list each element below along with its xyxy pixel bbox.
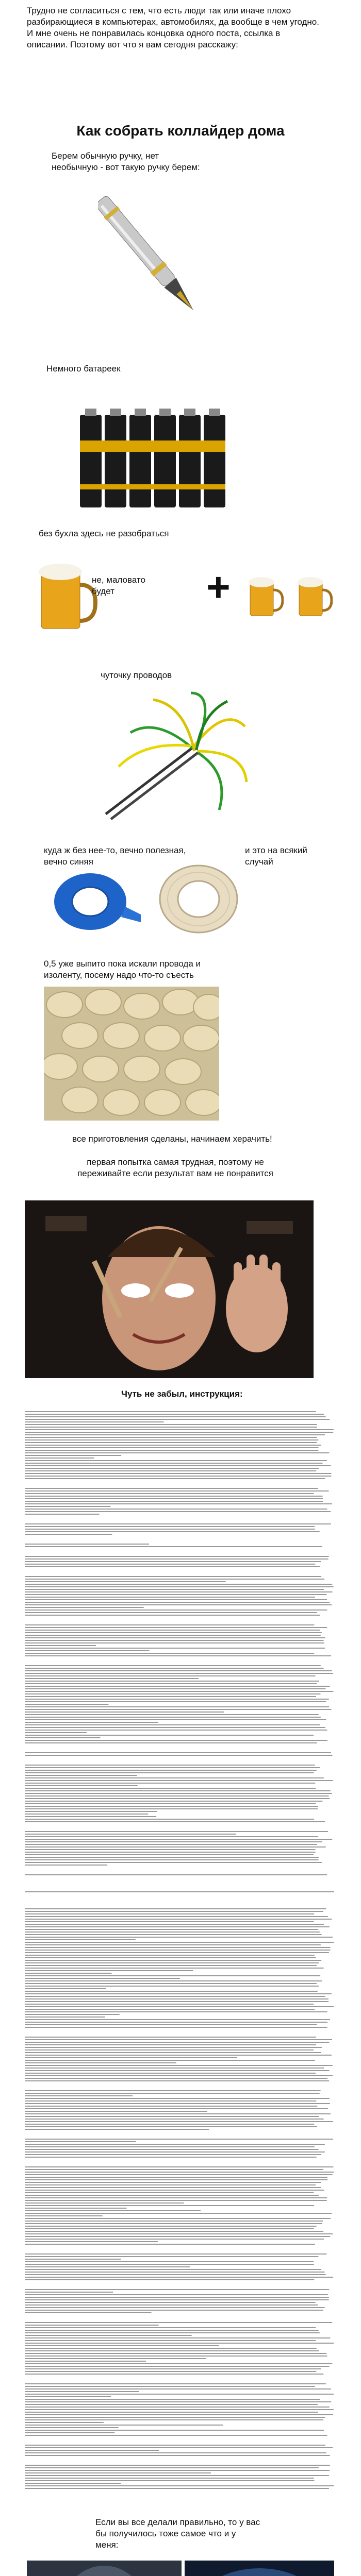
batteries-image	[75, 384, 229, 513]
instructions-heading: Чуть не забыл, инструкция:	[121, 1389, 243, 1399]
wires-image	[90, 690, 250, 824]
dumplings-image	[44, 987, 219, 1121]
collider-photo-2	[185, 2561, 334, 2576]
first-try-caption: первая попытка самая трудная, поэтому не переживайте если результат вам не понравится	[77, 1157, 273, 1178]
tape-clear-caption: и это на всякий случай	[245, 845, 307, 867]
intro-text: Трудно не согласиться с тем, что есть люди так или иначе плохо разбирающиеся в компьютерах, автомобилях, да вообще в чем угодно. И мне очень не понравилась концовка одного поста, ссылка в описании. Поэтому вот что я вам сегодня расскажу:	[27, 6, 319, 49]
blue-tape-image	[49, 866, 142, 938]
beer-caption: без бухла здесь не разобраться	[39, 529, 169, 538]
pen-image	[98, 178, 196, 332]
instructions-text-block	[25, 1409, 336, 2491]
clear-tape-image	[152, 858, 245, 940]
plus-sign: +	[206, 564, 231, 610]
beer-note-text: не, маловато будет	[92, 575, 145, 596]
dumplings-caption: 0,5 уже выпито пока искали провода и изоленту, посему надо что-то съесть	[44, 959, 201, 980]
first-try-photo	[25, 1200, 314, 1378]
beer-mug-small-1	[248, 572, 284, 618]
batteries-caption: Немного батареек	[46, 364, 121, 374]
done-right-caption: Если вы все делали правильно, то у вас бы получилось тоже самое что и у меня:	[95, 2517, 260, 2550]
collider-photo-1	[27, 2561, 182, 2576]
page-title: Как собрать коллайдер дома	[76, 123, 285, 139]
beer-mug-small-2	[297, 572, 333, 618]
tape-blue-caption: куда ж без нее-то, вечно полезная, вечно синяя	[44, 845, 186, 867]
beer-mug-large	[36, 556, 98, 634]
pen-caption: Берем обычную ручку, нет необычную - вот такую ручку берем:	[52, 151, 200, 172]
wires-caption: чуточку проводов	[101, 670, 172, 680]
ready-caption: все приготовления сделаны, начинаем херачить!	[72, 1134, 272, 1144]
